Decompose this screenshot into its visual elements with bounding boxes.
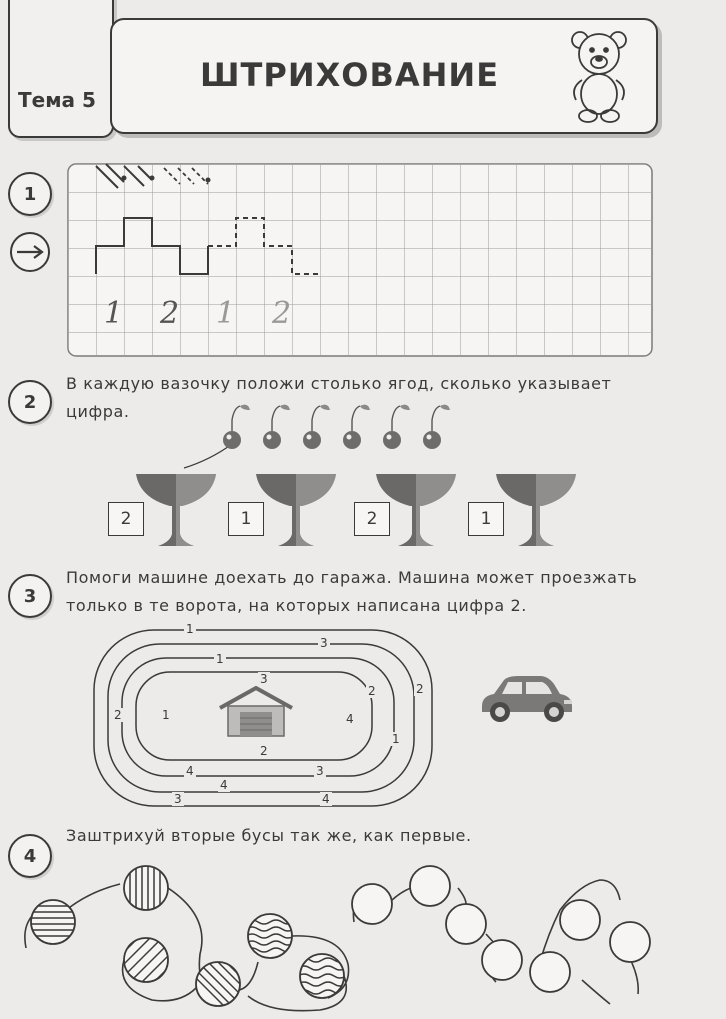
topic-tab xyxy=(8,0,114,138)
task-number-2: 2 xyxy=(8,380,52,424)
task2-instruction: В каждую вазочку положи столько ягод, сколько указывает цифра. xyxy=(66,374,612,421)
gate-inner-right: 4 xyxy=(346,712,354,726)
gate-ring2-top: 1 xyxy=(216,652,224,666)
task-number-1: 1 xyxy=(8,172,52,216)
task-number-3: 3 xyxy=(8,574,52,618)
gate-ring3-bottom: 4 xyxy=(220,778,228,792)
gate-outer-right: 2 xyxy=(416,682,424,696)
task-number-4: 4 xyxy=(8,834,52,878)
gate-inner-left: 1 xyxy=(162,708,170,722)
task1-digit-4: 2 xyxy=(272,296,292,331)
vase-1 xyxy=(136,472,218,552)
beads-area xyxy=(20,864,720,1014)
task1-digit-3: 1 xyxy=(216,296,236,331)
task1-digit-1: 1 xyxy=(104,296,124,331)
gate-outer-left: 2 xyxy=(114,708,122,722)
task1-digit-2: 2 xyxy=(160,296,180,331)
arrow-right-icon xyxy=(8,230,52,274)
gate-inner-top: 3 xyxy=(260,672,268,686)
cherry-group xyxy=(223,405,450,449)
vase-2 xyxy=(256,472,338,552)
task3-instruction: Помоги машине доехать до гаража. Машина может проезжать только в те ворота, на которых написана цифра 2. xyxy=(66,568,638,615)
vase-4 xyxy=(496,472,578,552)
garage-icon xyxy=(218,686,294,738)
gate-outer-top: 1 xyxy=(186,622,194,636)
gate-ring2-bottom-left: 4 xyxy=(186,764,194,778)
gate-ring2-right: 2 xyxy=(368,684,376,698)
page-title: ШТРИХОВАНИЕ xyxy=(200,56,500,94)
task4-instruction: Заштрихуй вторые бусы так же, как первые. xyxy=(66,826,472,845)
gate-outer-bottom-right: 4 xyxy=(322,792,330,806)
vase-1-label: 2 xyxy=(108,502,144,536)
car-icon xyxy=(478,672,576,724)
vase-3-label: 2 xyxy=(354,502,390,536)
gate-ring2-right-low: 1 xyxy=(392,732,400,746)
teddy-bear-icon xyxy=(566,28,636,124)
vase-4-label: 1 xyxy=(468,502,504,536)
gate-inner-bottom: 2 xyxy=(260,744,268,758)
topic-label: Тема 5 xyxy=(18,88,96,112)
gate-outer-bottom-left: 3 xyxy=(174,792,182,806)
vase-2-label: 1 xyxy=(228,502,264,536)
cherries-row xyxy=(170,402,450,478)
gate-ring2-bottom-right: 3 xyxy=(316,764,324,778)
gate-outer-top-right: 3 xyxy=(320,636,328,650)
task1-grid xyxy=(66,162,654,358)
